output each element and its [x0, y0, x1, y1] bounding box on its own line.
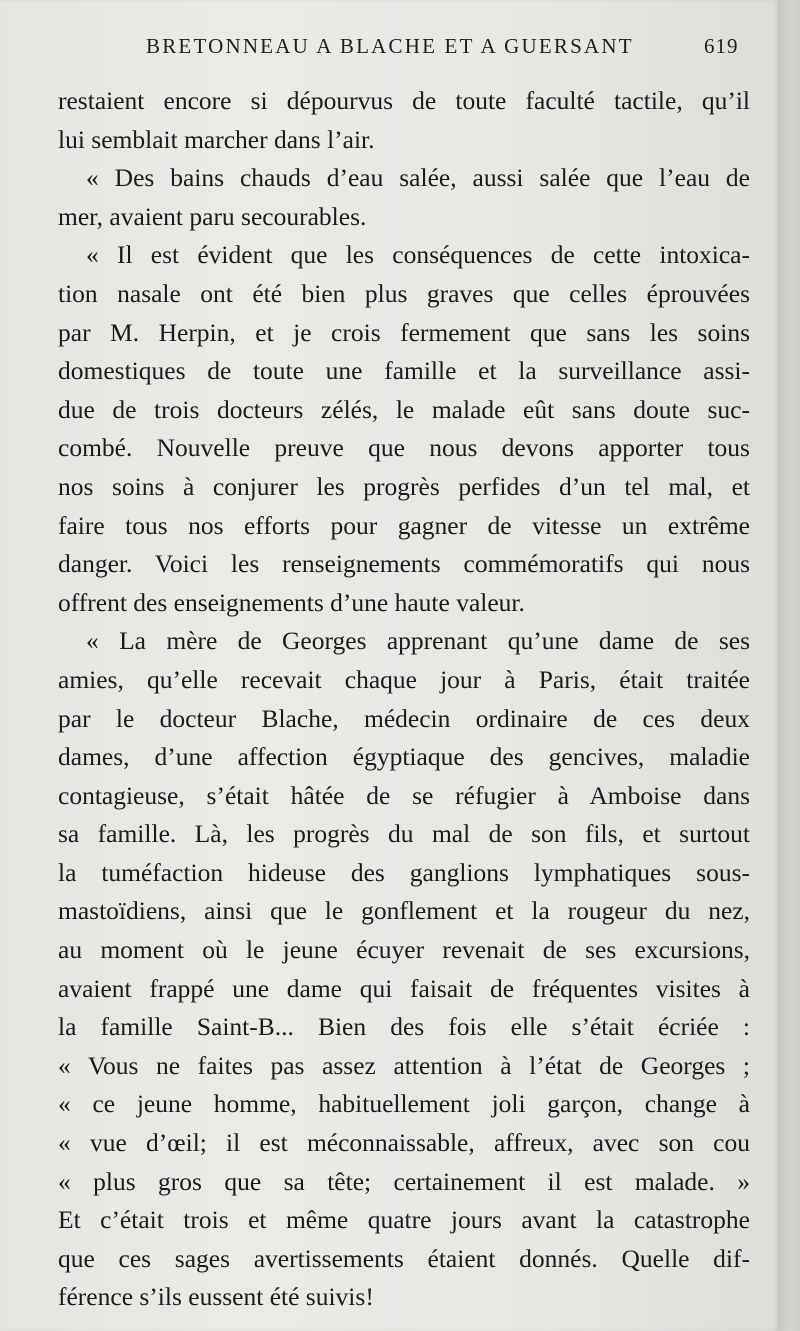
text-line: due de trois docteurs zélés, le malade eût sans doute suc-: [58, 394, 750, 424]
page-edge: [778, 0, 800, 1331]
text-line: mer, avaient paru secourables.: [58, 201, 367, 231]
text-line: sa famille. Là, les progrès du mal de son fils, et surtout: [58, 819, 750, 849]
text-line: « ce jeune homme, habituellement joli garçon, change à: [58, 1089, 750, 1119]
text-line: dames, d’une affection égyptiaque des gencives, maladie: [58, 742, 750, 772]
text-line: la tuméfaction hideuse des ganglions lymphatiques sous-: [58, 857, 750, 887]
text-line: offrent des enseignements d’une haute valeur.: [58, 587, 525, 617]
text-line: combé. Nouvelle preuve que nous devons apporter tous: [58, 433, 750, 463]
text-line: restaient encore si dépourvus de toute faculté tactile, qu’il: [58, 86, 750, 115]
text-line: « La mère de Georges apprenant qu’une dame de ses: [86, 626, 750, 656]
text-line: contagieuse, s’était hâtée de se réfugier à Amboise dans: [58, 780, 750, 810]
text-line: tion nasale ont été bien plus graves que celles éprouvées: [58, 278, 750, 308]
text-line: au moment où le jeune écuyer revenait de ses excursions,: [58, 935, 750, 965]
text-line: nos soins à conjurer les progrès perfides d’un tel mal, et: [58, 471, 750, 501]
text-line: que ces sages avertissements étaient donnés. Quelle dif-: [58, 1243, 750, 1273]
text-line: domestiques de toute une famille et la surveillance assi-: [58, 356, 750, 386]
body-text: [58, 82, 750, 1317]
text-line: avaient frappé une dame qui faisait de fréquentes visites à: [58, 973, 750, 1003]
running-title: BRETONNEAU A BLACHE ET A GUERSANT: [146, 34, 634, 58]
text-line: faire tous nos efforts pour gagner de vitesse un extrême: [58, 510, 750, 540]
page-number: 619: [704, 34, 739, 58]
text-line: Et c’était trois et même quatre jours avant la catastrophe: [58, 1205, 750, 1235]
text-line: amies, qu’elle recevait chaque jour à Paris, était traitée: [58, 664, 750, 694]
text-line: par M. Herpin, et je crois fermement que sans les soins: [58, 317, 750, 347]
text-line: « vue d’œil; il est méconnaissable, affreux, avec son cou: [58, 1128, 750, 1158]
running-head: [0, 34, 778, 64]
text-line: lui semblait marcher dans l’air.: [58, 124, 375, 154]
text-line: férence s’ils eussent été suivis!: [58, 1282, 374, 1312]
text-line: danger. Voici les renseignements commémoratifs qui nous: [58, 549, 750, 579]
text-line: « Vous ne faites pas assez attention à l’état de Georges ;: [58, 1050, 750, 1080]
text-line: « Il est évident que les conséquences de cette intoxica-: [86, 240, 750, 270]
text-line: mastoïdiens, ainsi que le gonflement et la rougeur du nez,: [58, 896, 750, 926]
text-line: par le docteur Blache, médecin ordinaire de ces deux: [58, 703, 750, 733]
text-line: « Des bains chauds d’eau salée, aussi salée que l’eau de: [86, 163, 750, 193]
text-line: la famille Saint-B... Bien des fois elle s’était écriée :: [58, 1012, 750, 1042]
text-line: « plus gros que sa tête; certainement il est malade. »: [58, 1166, 750, 1196]
